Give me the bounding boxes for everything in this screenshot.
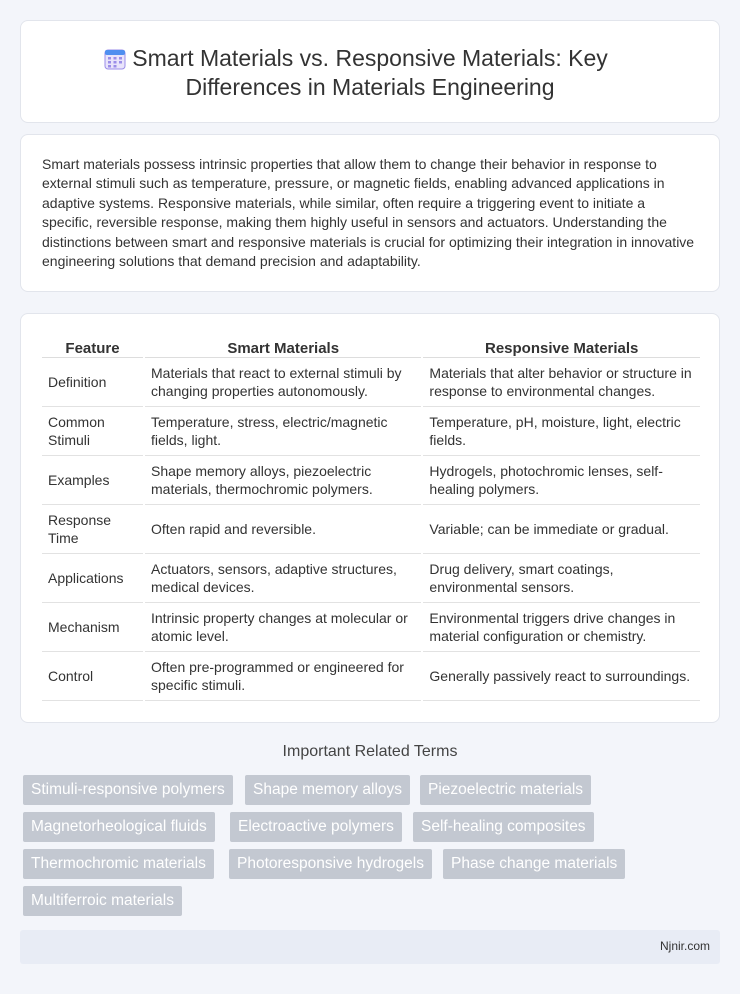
related-term-tag[interactable]: Stimuli-responsive polymers	[23, 775, 233, 805]
footer	[20, 930, 720, 964]
related-term-tag[interactable]: Multiferroic materials	[23, 886, 182, 916]
feature-cell: Applications	[42, 553, 144, 602]
intro-card	[20, 134, 720, 292]
page-title: Smart Materials vs. Responsive Materials: Key Differences in Materials Engineering	[132, 45, 608, 100]
table-header-row	[42, 335, 700, 357]
related-term-tag[interactable]: Phase change materials	[443, 849, 625, 879]
feature-cell: Common Stimuli	[42, 406, 144, 455]
smart-cell: Often pre-programmed or engineered for specific stimuli.	[144, 651, 422, 700]
feature-cell: Examples	[42, 455, 144, 504]
related-term-tag[interactable]: Photoresponsive hydrogels	[229, 849, 432, 879]
footer-site-name: Njnir.com	[659, 939, 710, 953]
header-smart: Smart Materials	[144, 335, 422, 357]
title-card	[20, 20, 720, 123]
related-term-tag[interactable]: Shape memory alloys	[245, 775, 410, 805]
table-row	[42, 504, 700, 553]
related-term-tag[interactable]: Self-healing composites	[413, 812, 594, 842]
comparison-card	[20, 313, 720, 723]
responsive-cell: Generally passively react to surroundings.	[422, 651, 700, 700]
table-row	[42, 553, 700, 602]
header-responsive: Responsive Materials	[422, 335, 700, 357]
feature-cell: Definition	[42, 357, 144, 406]
smart-cell: Temperature, stress, electric/magnetic fields, light.	[144, 406, 422, 455]
smart-cell: Materials that react to external stimuli by changing properties autonomously.	[144, 357, 422, 406]
table-row	[42, 455, 700, 504]
smart-cell: Intrinsic property changes at molecular or atomic level.	[144, 602, 422, 651]
related-term-tag[interactable]: Piezoelectric materials	[420, 775, 591, 805]
table-row	[42, 406, 700, 455]
table-row	[42, 602, 700, 651]
responsive-cell: Hydrogels, photochromic lenses, self-healing polymers.	[422, 455, 700, 504]
feature-cell: Control	[42, 651, 144, 700]
related-term-tag[interactable]: Electroactive polymers	[230, 812, 402, 842]
smart-cell: Often rapid and reversible.	[144, 504, 422, 553]
related-term-tag[interactable]: Magnetorheological fluids	[23, 812, 215, 842]
feature-cell: Mechanism	[42, 602, 144, 651]
comparison-table	[42, 335, 700, 701]
smart-cell: Shape memory alloys, piezoelectric materials, thermochromic polymers.	[144, 455, 422, 504]
related-terms-heading: Important Related Terms	[282, 743, 458, 760]
table-body	[42, 357, 700, 700]
responsive-cell: Variable; can be immediate or gradual.	[422, 504, 700, 553]
header-feature: Feature	[42, 335, 144, 357]
responsive-cell: Environmental triggers drive changes in material configuration or chemistry.	[422, 602, 700, 651]
table-row	[42, 651, 700, 700]
related-term-tag[interactable]: Thermochromic materials	[23, 849, 214, 879]
responsive-cell: Drug delivery, smart coatings, environmental sensors.	[422, 553, 700, 602]
table-row	[42, 357, 700, 406]
calendar-icon	[104, 48, 126, 70]
smart-cell: Actuators, sensors, adaptive structures, medical devices.	[144, 553, 422, 602]
responsive-cell: Temperature, pH, moisture, light, electric fields.	[422, 406, 700, 455]
intro-paragraph: Smart materials possess intrinsic properties that allow them to change their behavior in response to external stimuli such as temperature, pressure, or magnetic fields, enabling advanced applications in adaptive systems. Responsive materials, while similar, often require a triggering event to initiate a specific, reversible response, making them highly useful in sensors and actuators. Understanding the distinctions between smart and responsive materials is crucial for optimizing their integration in innovative engineering solutions that demand precision and adaptability.	[42, 156, 695, 270]
feature-cell: Response Time	[42, 504, 144, 553]
responsive-cell: Materials that alter behavior or structure in response to environmental changes.	[422, 357, 700, 406]
